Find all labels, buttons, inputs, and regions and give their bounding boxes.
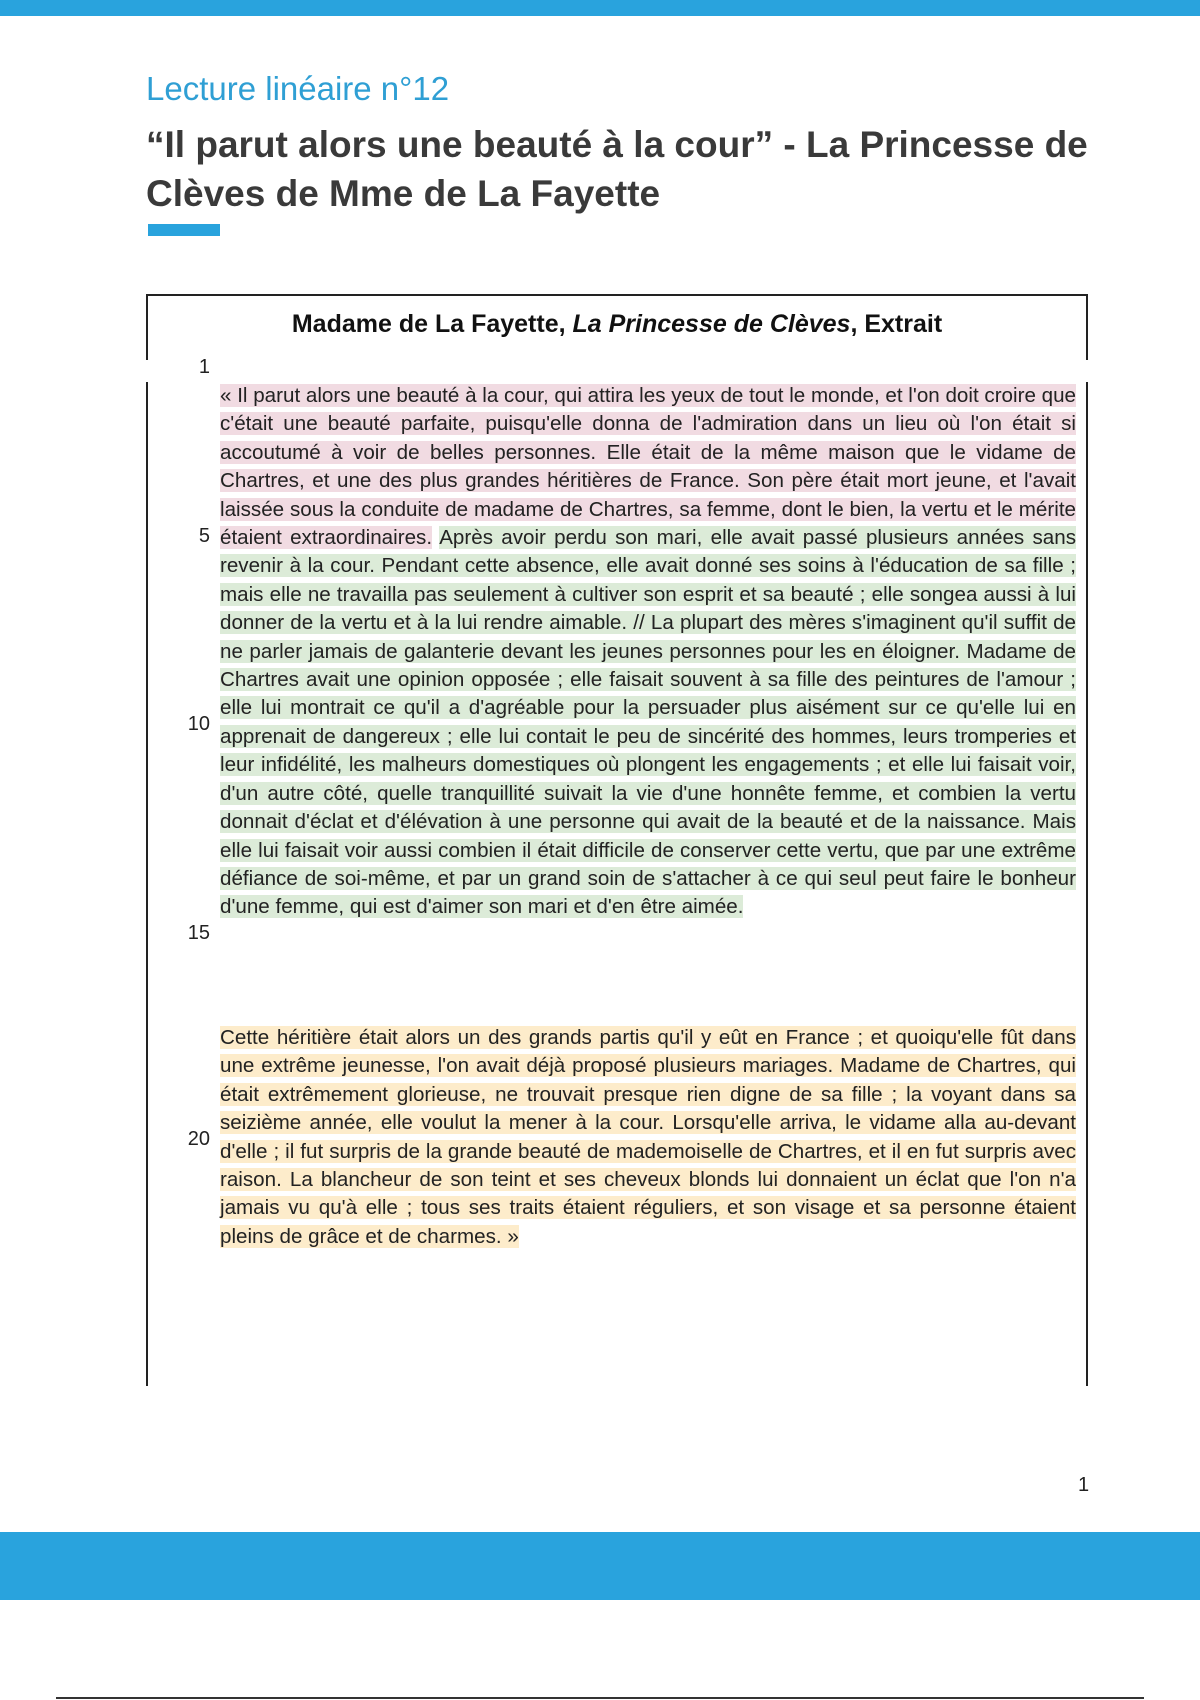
excerpt-author: Madame de La Fayette, — [291, 310, 573, 338]
line-number: 1 — [198, 356, 210, 378]
top-accent-bar — [0, 0, 1200, 16]
excerpt-paragraph-2 — [220, 1024, 1076, 1251]
page-number: 1 — [1078, 1474, 1090, 1496]
page-title: “Il parut alors une beauté à la cour” - La Princesse de Clèves de Mme de La Fayette — [146, 124, 1088, 214]
excerpt-work-title: La Princesse de Clèves — [572, 310, 851, 338]
title-underline — [148, 224, 220, 236]
line-number: 15 — [187, 922, 210, 944]
highlight-intro: « Il parut alors une beauté à la cour, qui attira les yeux de tout le monde, et l'on doit croire que c'était une beauté parfaite, puisqu'elle donna de l'admiration dans un lieu où l'on était si accoutumé à voir de belles personnes. Elle était de la même maison que le vidame de Chartres, et une des plus grandes héritières de France. Son père était mort jeune, et l'avait laissée sous la conduite de madame de Chartres, sa femme, dont le bien, la vertu et le mérite étaient extraordinaires. — [220, 384, 1076, 550]
highlight-arrival: Cette héritière était alors un des grands partis qu'il y eût en France ; et quoiqu'elle fût dans une extrême jeunesse, l'on avait déjà proposé plusieurs mariages. Madame de Chartres, qui était extrêmement glorieuse, ne trouvait presque rien digne de sa fille ; la voyant dans sa seizième année, elle voulut la mener à la cour. Lorsqu'elle arriva, le vidame alla au-devant d'elle ; il fut surpris de la grande beauté de mademoiselle de Chartres, et il en fut surpris avec raison. La blancheur de son teint et ses cheveux blonds lui donnaient un éclat que l'on n'a jamais vu qu'à elle ; tous ses traits étaient réguliers, et son visage et sa personne étaient pleins de grâce et de charmes. » — [220, 1026, 1076, 1248]
lesson-kicker: Lecture linéaire n°12 — [146, 70, 450, 107]
highlight-education: Après avoir perdu son mari, elle avait passé plusieurs années sans revenir à la cour. Pendant cette absence, elle avait donné ses soins à l'éducation de sa fille ; mais elle ne travailla pas seulement à cultiver son esprit et sa beauté ; elle songea aussi à lui donner de la vertu et à la lui rendre aimable. // La plupart des mères s'imaginent qu'il suffit de ne parler jamais de galanterie devant les jeunes personnes pour les en éloigner. Madame de Chartres avait une opinion opposée ; elle faisait souvent à sa fille des peintures de l'amour ; elle lui montrait ce qu'il a d'agréable pour la persuader plus aisément sur ce qu'elle lui en apprenait de dangereux ; elle lui contait le peu de sincérité des hommes, leurs tromperies et leur infidélité, les malheurs domestiques où plongent les engagements ; et elle lui faisait voir, d'un autre côté, quelle tranquillité suivait la vie d'une honnête femme, et combien la vertu donnait d'éclat et d'élévation à une personne qui avait de la beauté et de la naissance. Mais elle lui faisait voir aussi combien il était difficile de conserver cette vertu, que par une extrême défiance de soi-même, et par un grand soin de s'attacher à ce qui seul peut faire le bonheur d'une femme, qui est d'aimer son mari et d'en être aimée. — [220, 526, 1076, 919]
excerpt-paragraph-1 — [220, 382, 1076, 922]
excerpt-heading — [148, 310, 1086, 339]
excerpt-suffix: , Extrait — [850, 310, 943, 338]
line-number: 10 — [187, 713, 210, 735]
bottom-rule — [56, 1697, 1144, 1699]
bottom-accent-band — [0, 1532, 1200, 1600]
line-number: 5 — [198, 525, 210, 547]
excerpt-box — [146, 294, 1088, 1386]
line-number: 20 — [187, 1128, 210, 1150]
